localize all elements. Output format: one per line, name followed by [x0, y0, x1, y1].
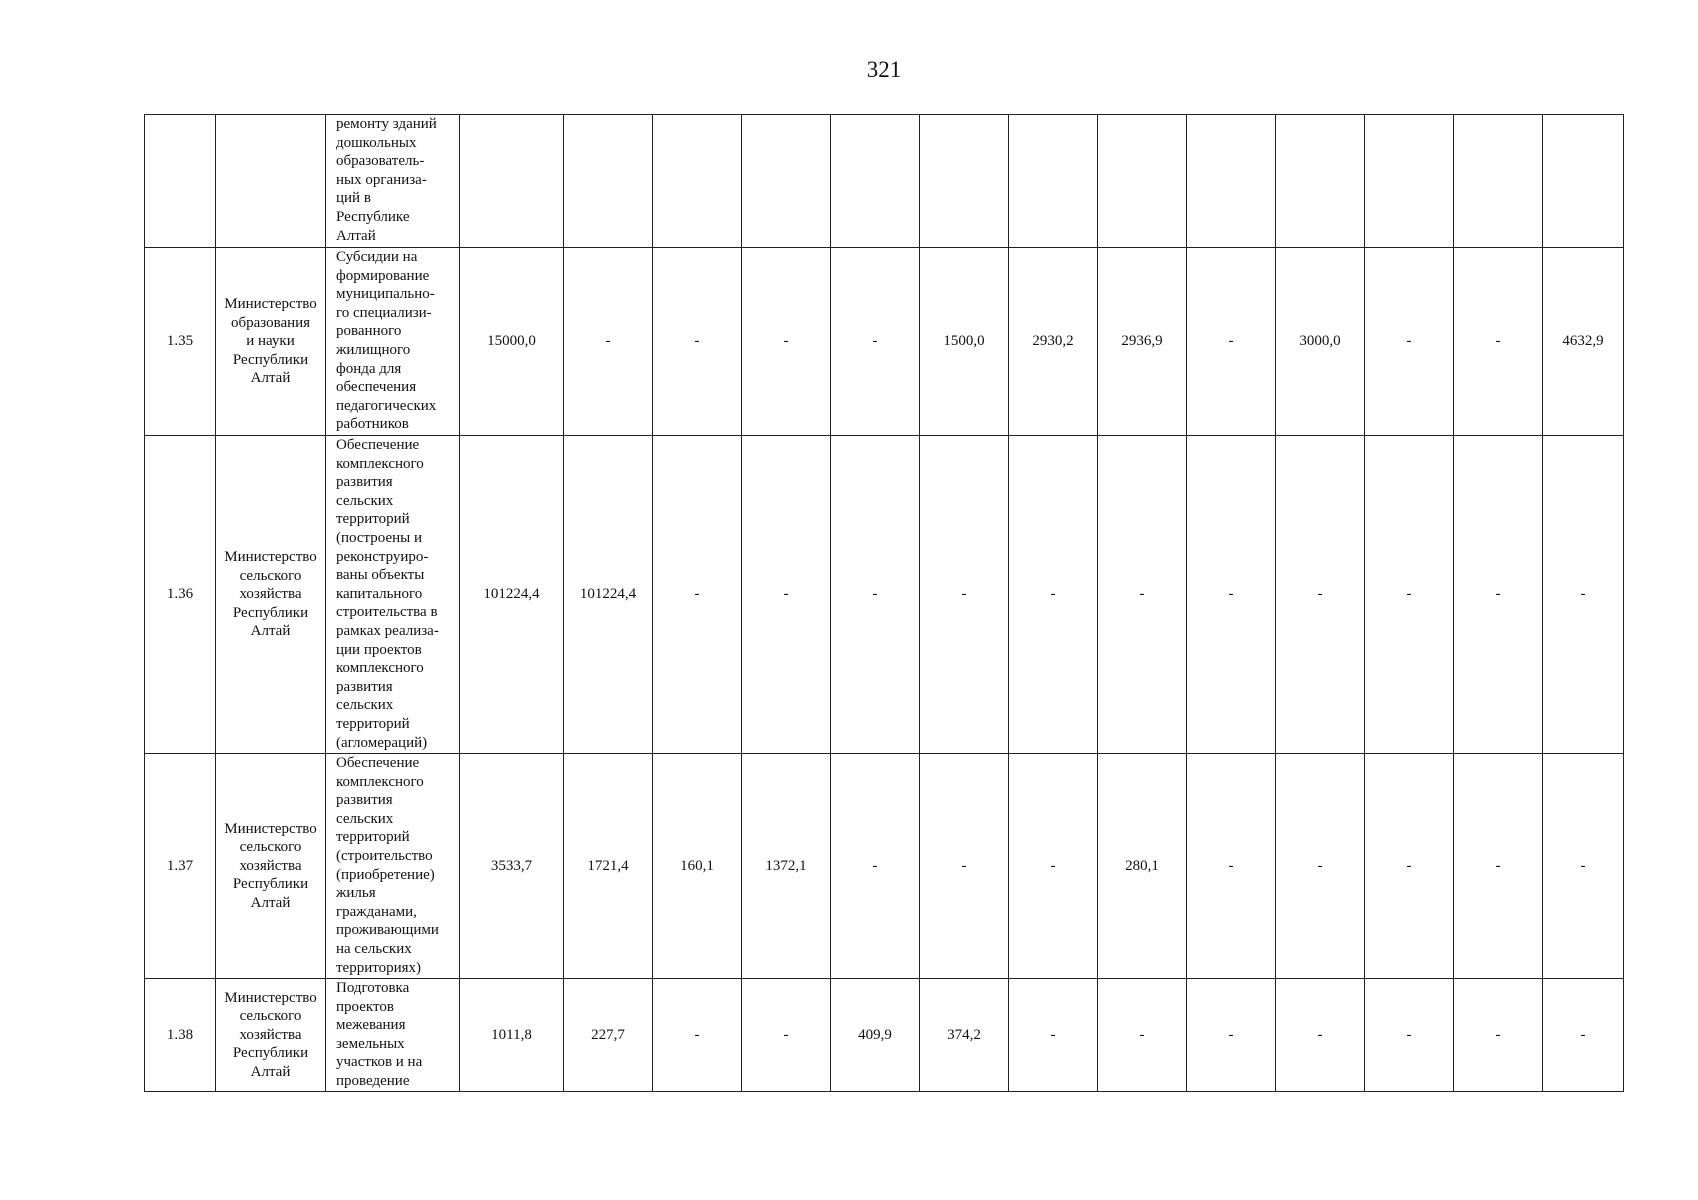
value-cell: - — [831, 754, 920, 979]
row-number-cell: 1.36 — [145, 436, 216, 754]
value-cell: 4632,9 — [1543, 248, 1624, 436]
value-cell: - — [1009, 436, 1098, 754]
value-cell: - — [1543, 436, 1624, 754]
value-cell: - — [1365, 754, 1454, 979]
value-cell: 15000,0 — [460, 248, 564, 436]
value-cell: - — [1187, 979, 1276, 1092]
value-cell: - — [1187, 436, 1276, 754]
description-cell — [326, 979, 460, 1092]
value-cell: 2936,9 — [1098, 248, 1187, 436]
organization-cell — [216, 754, 326, 979]
value-cell: - — [1276, 436, 1365, 754]
value-cell: 2930,2 — [1009, 248, 1098, 436]
value-cell: - — [1543, 754, 1624, 979]
value-cell: - — [1454, 436, 1543, 754]
value-cell — [1276, 115, 1365, 248]
table-row — [145, 115, 1624, 248]
description-text: Субсидии на формирование муниципально- го специализи- рованного жилищного фонда для обеспечения педагогических работников — [336, 249, 437, 433]
value-cell: - — [831, 248, 920, 436]
row-number-cell: 1.38 — [145, 979, 216, 1092]
value-cell: 3533,7 — [460, 754, 564, 979]
value-cell: 101224,4 — [460, 436, 564, 754]
organization-text: Министерство сельского хозяйства Республики Алтай — [224, 549, 317, 640]
value-cell — [742, 115, 831, 248]
organization-cell — [216, 979, 326, 1092]
row-number-cell: 1.35 — [145, 248, 216, 436]
table-row — [145, 979, 1624, 1092]
value-cell: 101224,4 — [564, 436, 653, 754]
value-cell: - — [1276, 754, 1365, 979]
description-text: ремонту зданий дошкольных образователь- ных организа- ций в Республике Алтай — [336, 116, 437, 244]
organization-text: Министерство сельского хозяйства Республики Алтай — [224, 989, 317, 1080]
value-cell: 374,2 — [920, 979, 1009, 1092]
description-cell — [326, 754, 460, 979]
value-cell: 1011,8 — [460, 979, 564, 1092]
description-text: Обеспечение комплексного развития сельских территорий (построены и реконструиро- ваны объекты капитального строительства в рамках реализа- ции проектов комплексного развития сельских территорий (агломераций) — [336, 437, 439, 751]
description-text: Подготовка проектов межевания земельных участков и на проведение — [336, 980, 423, 1089]
organization-cell — [216, 248, 326, 436]
value-cell: 3000,0 — [1276, 248, 1365, 436]
table-body — [145, 115, 1624, 1092]
description-cell — [326, 248, 460, 436]
value-cell: - — [653, 436, 742, 754]
value-cell — [460, 115, 564, 248]
value-cell: - — [742, 248, 831, 436]
value-cell — [920, 115, 1009, 248]
organization-text: Министерство образования и науки Республики Алтай — [224, 296, 317, 387]
value-cell: - — [1098, 979, 1187, 1092]
value-cell: - — [1098, 436, 1187, 754]
value-cell: - — [1454, 248, 1543, 436]
value-cell: 280,1 — [1098, 754, 1187, 979]
value-cell — [564, 115, 653, 248]
value-cell: - — [1365, 979, 1454, 1092]
organization-cell — [216, 115, 326, 248]
value-cell: - — [1276, 979, 1365, 1092]
value-cell — [1454, 115, 1543, 248]
value-cell: - — [742, 436, 831, 754]
value-cell: - — [920, 436, 1009, 754]
description-cell — [326, 115, 460, 248]
table-row — [145, 248, 1624, 436]
value-cell — [1543, 115, 1624, 248]
value-cell: 1500,0 — [920, 248, 1009, 436]
value-cell: - — [1009, 979, 1098, 1092]
value-cell: - — [831, 436, 920, 754]
value-cell: - — [1365, 436, 1454, 754]
value-cell — [1187, 115, 1276, 248]
value-cell: - — [653, 979, 742, 1092]
value-cell: 227,7 — [564, 979, 653, 1092]
row-number-cell — [145, 115, 216, 248]
page-number: 321 — [866, 57, 902, 82]
table-row — [145, 754, 1624, 979]
value-cell: 409,9 — [831, 979, 920, 1092]
value-cell — [1098, 115, 1187, 248]
value-cell — [653, 115, 742, 248]
value-cell: - — [1543, 979, 1624, 1092]
value-cell: - — [1365, 248, 1454, 436]
value-cell: 160,1 — [653, 754, 742, 979]
value-cell — [1009, 115, 1098, 248]
table-row — [145, 436, 1624, 754]
value-cell: - — [564, 248, 653, 436]
value-cell: - — [1187, 248, 1276, 436]
value-cell: - — [1454, 754, 1543, 979]
value-cell: - — [742, 979, 831, 1092]
row-number-cell: 1.37 — [145, 754, 216, 979]
value-cell: - — [1187, 754, 1276, 979]
organization-cell — [216, 436, 326, 754]
value-cell: 1372,1 — [742, 754, 831, 979]
description-cell — [326, 436, 460, 754]
organization-text: Министерство сельского хозяйства Республики Алтай — [224, 820, 317, 911]
value-cell: - — [920, 754, 1009, 979]
value-cell: - — [653, 248, 742, 436]
value-cell: - — [1009, 754, 1098, 979]
value-cell: 1721,4 — [564, 754, 653, 979]
value-cell — [1365, 115, 1454, 248]
description-text: Обеспечение комплексного развития сельских территорий (строительство (приобретение) жилья гражданами, проживающими на сельских территориях) — [336, 755, 439, 976]
value-cell — [831, 115, 920, 248]
value-cell: - — [1454, 979, 1543, 1092]
budget-table — [144, 114, 1624, 1092]
